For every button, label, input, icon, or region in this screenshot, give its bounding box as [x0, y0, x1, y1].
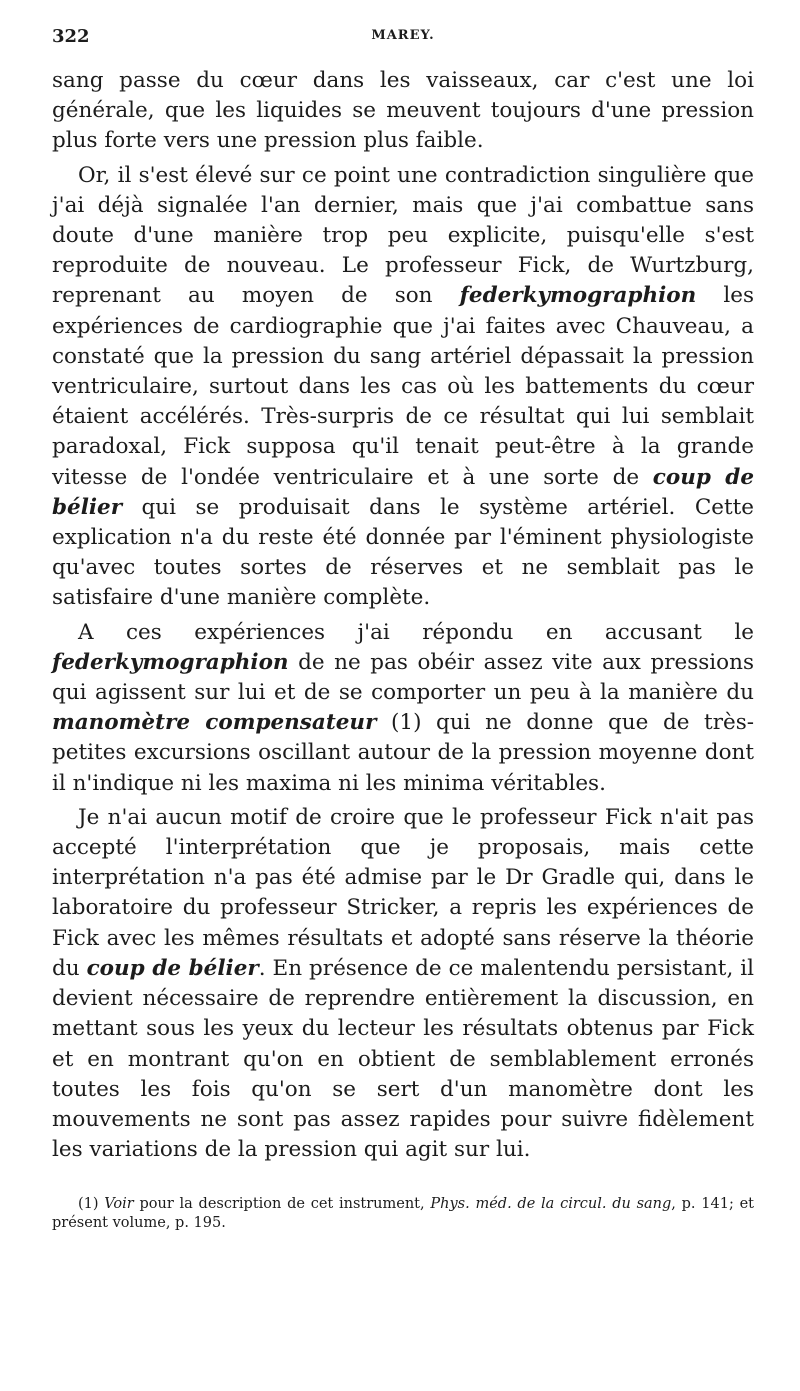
text-run: Je n'ai aucun motif de croire que le professeur Fick n'ait pas accepté l'interprétation que je proposais, mais cette interprétation n'a pas été admise par le Dr Gradle qui, dans le laboratoire du professeur Stricker, a repris les expériences de Fick avec les mêmes résultats et adopté sans réserve la théorie du: [52, 804, 754, 981]
text-run: pour la description de cet instrument,: [133, 1196, 431, 1213]
text-run: les expériences de cardiographie que j'ai faites avec Chauveau, a constaté que la pression du sang artériel dépassait la pression ventriculaire, surtout dans les cas où les battements du cœur étaient accélérés. Très-surpris de ce résultat qui lui semblait paradoxal, Fick supposa qu'il tenait peut-être à la grande vitesse de l'ondée ventriculaire et à une sorte de: [52, 283, 754, 490]
text-run: A ces expériences j'ai répondu en accusant le: [78, 619, 754, 645]
paragraph: [52, 618, 754, 799]
italic-text: coup de bélier: [52, 464, 754, 520]
text-run: . En présence de ce malentendu persistant, il devient nécessaire de reprendre entièrement la discussion, en mettant sous les yeux du lecteur les résultats obtenus par Fick et en montrant qu'on en obtient de semblablement erronés toutes les fois qu'on se sert d'un manomètre dont les mouvements ne sont pas assez rapides pour suivre fidèlement les variations de la pression qui agit sur lui.: [52, 955, 755, 1163]
text-run: (1): [78, 1196, 105, 1213]
text-run: , p. 141; et présent volume, p. 195.: [52, 1196, 755, 1232]
paragraph: [52, 803, 754, 1165]
body-text: [52, 66, 754, 1165]
page-header: [52, 26, 754, 52]
italic-text: Phys. méd. de la circul. du sang: [430, 1196, 672, 1213]
footnote: [52, 1195, 754, 1233]
footnote-text: [52, 1195, 754, 1233]
running-head: MAREY.: [371, 28, 435, 43]
paragraph: [52, 161, 754, 614]
italic-text: federkymographion: [52, 649, 289, 675]
text-run: (1) qui ne donne que de très-petites excursions oscillant autour de la pression moyenne dont il n'indique ni les maxima ni les minima véritables.: [52, 710, 754, 796]
text-run: sang passe du cœur dans les vaisseaux, car c'est une loi générale, que les liquides se meuvent toujours d'une pression plus forte vers une pression plus faible.: [52, 68, 754, 154]
text-run: Or, il s'est élevé sur ce point une contradiction singulière que j'ai déjà signalée l'an dernier, mais que j'ai combattue sans doute d'une manière trop peu explicite, puisqu'elle s'est reproduite de nouveau. Le professeur Fick, de Wurtzburg, reprenant au moyen de son: [52, 162, 754, 309]
text-run: de ne pas obéir assez vite aux pressions qui agissent sur lui et de se comporter un peu à la manière du: [52, 649, 754, 706]
italic-text: manomètre compensateur: [52, 710, 377, 736]
italic-text: federkymographion: [459, 283, 697, 309]
text-run: qui se produisait dans le système artériel. Cette explication n'a du reste été donnée par l'éminent physiologiste qu'avec toutes sortes de réserves et ne semblait pas le satisfaire d'une manière complète.: [52, 494, 754, 611]
italic-text: Voir: [104, 1196, 134, 1213]
paragraph: [52, 66, 754, 157]
italic-text: coup de bélier: [86, 955, 259, 981]
page-number: 322: [52, 26, 90, 47]
